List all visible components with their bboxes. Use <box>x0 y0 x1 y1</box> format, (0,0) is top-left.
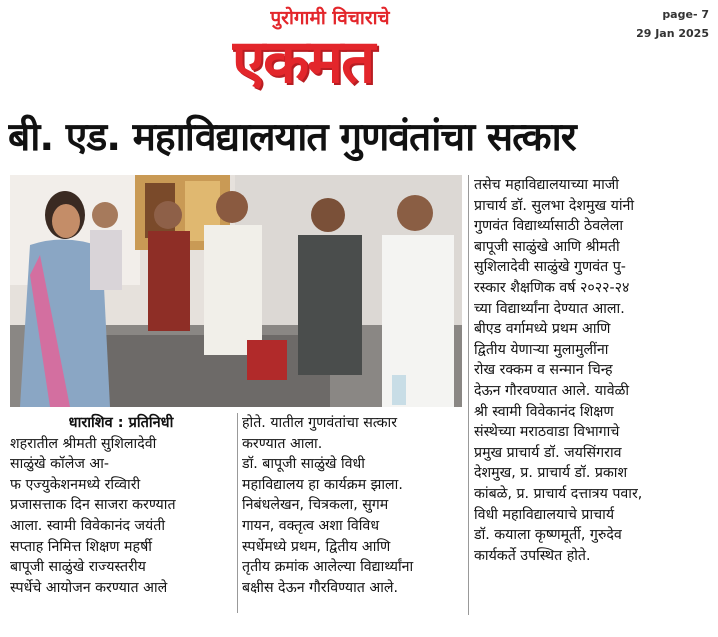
text-line: श्री स्वामी विवेकानंद शिक्षण <box>474 403 614 420</box>
text-line: डॉ. कयाला कृष्णमूर्ती, गुरुदेव <box>474 527 622 544</box>
text-line: प्रजासत्ताक दिन साजरा करण्यात <box>10 497 176 514</box>
column-divider <box>237 413 238 613</box>
newspaper-logo: एकमत <box>232 27 374 97</box>
text-line: बापूजी साळुंखे आणि श्रीमती <box>474 238 620 255</box>
text-line: प्रमुख प्राचार्य डॉ. जयसिंगराव <box>474 444 622 461</box>
text-line: सुशिलादेवी साळुंखे गुणवंत पु- <box>474 259 626 276</box>
text-line: तसेच महाविद्यालयाच्या माजी <box>474 177 619 193</box>
text-line: स्पर्धेचे आयोजन करण्यात आले <box>10 579 168 596</box>
article-column-3 <box>474 175 708 566</box>
text-line: देऊन गौरवण्यात आले. यावेळी <box>474 382 630 399</box>
text-line: आला. स्वामी विवेकानंद जयंती <box>10 517 166 534</box>
text-line: च्या विद्यार्थ्यांना देण्यात आला. <box>474 300 625 317</box>
text-line: बक्षीस देऊन गौरविण्यात आले. <box>242 579 398 596</box>
text-line: गायन, वक्तृत्व अशा विविध <box>242 517 380 534</box>
dateline: धाराशिव : प्रतिनिधी <box>68 415 174 431</box>
text-line: साळुंखे कॉलेज आ- <box>10 456 110 473</box>
text-line: फ एज्युकेशनमध्ये रव्विारी <box>10 476 141 493</box>
text-line: रस्कार शैक्षणिक वर्ष २०२२-२४ <box>474 279 630 296</box>
text-line: संस्थेच्या मराठवाडा विभागाचे <box>474 424 620 441</box>
text-line: देशमुख, प्र. प्राचार्य डॉ. प्रकाश <box>474 465 628 482</box>
text-line: द्वितीय येणाऱ्या मुलामुलींना <box>474 341 609 358</box>
text-line: प्राचार्य डॉ. सुलभा देशमुख यांनी <box>474 197 635 214</box>
text-line: शहरातील श्रीमती सुशिलादेवी <box>10 435 157 452</box>
text-line: डॉ. बापूजी साळुंखे विधी <box>242 456 365 473</box>
article-column-1 <box>10 413 232 598</box>
masthead-tagline: पुरोगामी विचाराचे <box>270 7 390 29</box>
text-line: बीएड वर्गामध्ये प्रथम आणि <box>474 321 611 338</box>
article-headline: बी. एड. महाविद्यालयात गुणवंतांचा सत्कार <box>8 115 576 160</box>
text-line: निबंधलेखन, चित्रकला, सुगम <box>242 497 389 514</box>
text-line: होते. यातील गुणवंतांचा सत्कार <box>242 415 397 431</box>
text-line: सप्ताह निमित्त शिक्षण महर्षी <box>10 538 152 555</box>
text-line: गुणवंत विद्यार्थ्यासाठी ठेवलेला <box>474 218 624 235</box>
text-line: करण्यात आला. <box>242 435 323 452</box>
text-line: महाविद्यालय हा कार्यक्रम झाला. <box>242 476 403 493</box>
text-line: विधी महाविद्यालयाचे प्राचार्य <box>474 506 615 523</box>
issue-date: 29 Jan 2025 <box>636 27 709 40</box>
text-line: रोख रक्कम व सन्मान चिन्ह <box>474 362 613 379</box>
page-number: page- 7 <box>662 8 709 21</box>
article-column-2 <box>242 413 464 598</box>
text-line: कांबळे, प्र. प्राचार्य दत्तात्रय पवार, <box>474 485 643 502</box>
column-divider <box>468 175 469 615</box>
article-photo <box>10 175 462 407</box>
photo-illustration <box>10 175 462 407</box>
text-line: स्पर्धेमध्ये प्रथम, द्वितीय आणि <box>242 538 391 555</box>
text-line: कार्यकर्ते उपस्थित होते. <box>474 547 591 564</box>
text-line: बापूजी साळुंखे राज्यस्तरीय <box>10 559 146 576</box>
masthead <box>0 0 718 110</box>
text-line: तृतीय क्रमांक आलेल्या विद्यार्थ्यांना <box>242 559 414 576</box>
